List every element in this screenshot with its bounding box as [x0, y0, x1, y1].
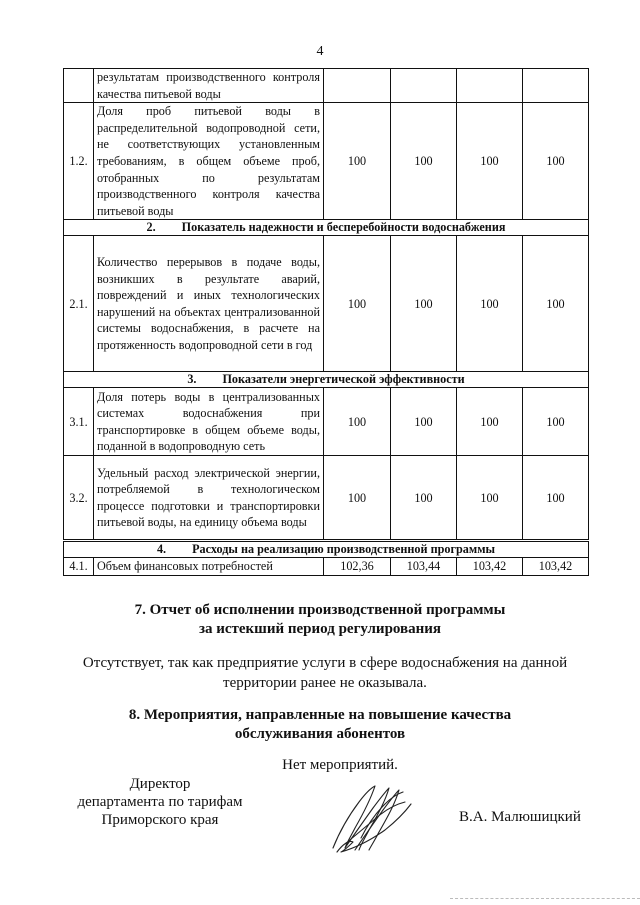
- scan-edge: [450, 898, 640, 901]
- indicator-value: [391, 69, 457, 103]
- indicators-table: [63, 68, 589, 576]
- indicator-value: 100: [391, 103, 457, 220]
- row-number: 4.1.: [64, 558, 94, 576]
- indicator-value: [523, 69, 589, 103]
- row-number: 2.1.: [64, 236, 94, 372]
- indicator-value: 100: [391, 236, 457, 372]
- indicator-value: 100: [391, 388, 457, 456]
- row-number: [64, 69, 94, 103]
- section-label: Расходы на реализацию производственной программы: [192, 542, 496, 557]
- section-label: Показатели энергетической эффективности: [222, 372, 465, 387]
- table-row: [64, 103, 589, 220]
- section-title: [64, 541, 589, 558]
- signer-title-line-1: Директор: [129, 776, 191, 792]
- section-8-heading: [0, 706, 640, 744]
- handwritten-signature-icon: [325, 778, 415, 856]
- indicator-value: 103,42: [457, 558, 523, 576]
- section-title: [64, 372, 589, 388]
- section-7-title-line-2: за истекший период регулирования: [198, 621, 442, 637]
- indicator-value: 100: [457, 388, 523, 456]
- row-number: 1.2.: [64, 103, 94, 220]
- section-label: Показатель надежности и бесперебойности водоснабжения: [181, 220, 506, 235]
- section-row: [64, 372, 589, 388]
- indicator-value: 103,42: [523, 558, 589, 576]
- indicator-value: 100: [523, 456, 589, 541]
- section-8-title-line-1: 8. Мероприятия, направленные на повышение качества: [128, 707, 512, 723]
- indicator-value: 100: [391, 456, 457, 541]
- indicator-value: 100: [457, 456, 523, 541]
- indicator-value: 100: [523, 103, 589, 220]
- section-row: [64, 220, 589, 236]
- indicator-value: [324, 69, 391, 103]
- indicator-value: 100: [457, 236, 523, 372]
- indicator-value: 102,36: [324, 558, 391, 576]
- signer-title-line-3: Приморского края: [101, 812, 219, 828]
- indicator-description: результатам производственного контроля качества питьевой воды: [94, 69, 324, 103]
- table-row: [64, 388, 589, 456]
- section-row: [64, 541, 589, 558]
- indicator-value: 100: [523, 388, 589, 456]
- section-7-title-line-1: 7. Отчет об исполнении производственной программы: [134, 602, 506, 618]
- section-title: [64, 220, 589, 236]
- section-7-heading: [0, 601, 640, 639]
- indicator-value: 100: [324, 103, 391, 220]
- section-7-text: Отсутствует, так как предприятие услуги в сфере водоснабжения на данной территории ранее не оказывала.: [82, 655, 568, 691]
- signer-title: [60, 775, 260, 829]
- table-row: [64, 236, 589, 372]
- indicator-value: [457, 69, 523, 103]
- indicator-description: Доля проб питьевой воды в распределительной водопроводной сети, не соответствующих установленным требованиям, в общем объеме проб, отобранных по результатам производственного контроля качества питьевой воды: [94, 103, 324, 220]
- signer-name: В.А. Малюшицкий: [459, 809, 581, 825]
- indicator-value: 100: [457, 103, 523, 220]
- table-row: [64, 456, 589, 541]
- row-number: 3.2.: [64, 456, 94, 541]
- section-number: 2.: [146, 220, 156, 235]
- table-row: [64, 558, 589, 576]
- indicator-value: 103,44: [391, 558, 457, 576]
- row-number: 3.1.: [64, 388, 94, 456]
- section-number: 3.: [187, 372, 197, 387]
- indicator-description: Количество перерывов в подаче воды, возникших в результате аварий, повреждений и иных технологических нарушений на объектах централизованной системы водоснабжения, в расчете на протяженность водопроводной сети в год: [94, 236, 324, 372]
- section-8-text: Нет мероприятий.: [282, 757, 398, 773]
- page-number: 4: [316, 44, 324, 59]
- indicator-value: 100: [324, 456, 391, 541]
- indicator-description: Удельный расход электрической энергии, потребляемой в технологическом процессе подготовки и транспортировки питьевой воды, на единицу объема воды: [94, 456, 324, 541]
- signer-title-line-2: департамента по тарифам: [77, 794, 243, 810]
- indicator-value: 100: [523, 236, 589, 372]
- section-8-title-line-2: обслуживания абонентов: [234, 726, 406, 742]
- indicator-value: 100: [324, 236, 391, 372]
- table-row: [64, 69, 589, 103]
- indicator-description: Доля потерь воды в централизованных системах водоснабжения при транспортировке в общем объеме воды, поданной в водопроводную сеть: [94, 388, 324, 456]
- section-number: 4.: [156, 542, 167, 557]
- indicator-value: 100: [324, 388, 391, 456]
- indicator-description: Объем финансовых потребностей: [94, 558, 324, 576]
